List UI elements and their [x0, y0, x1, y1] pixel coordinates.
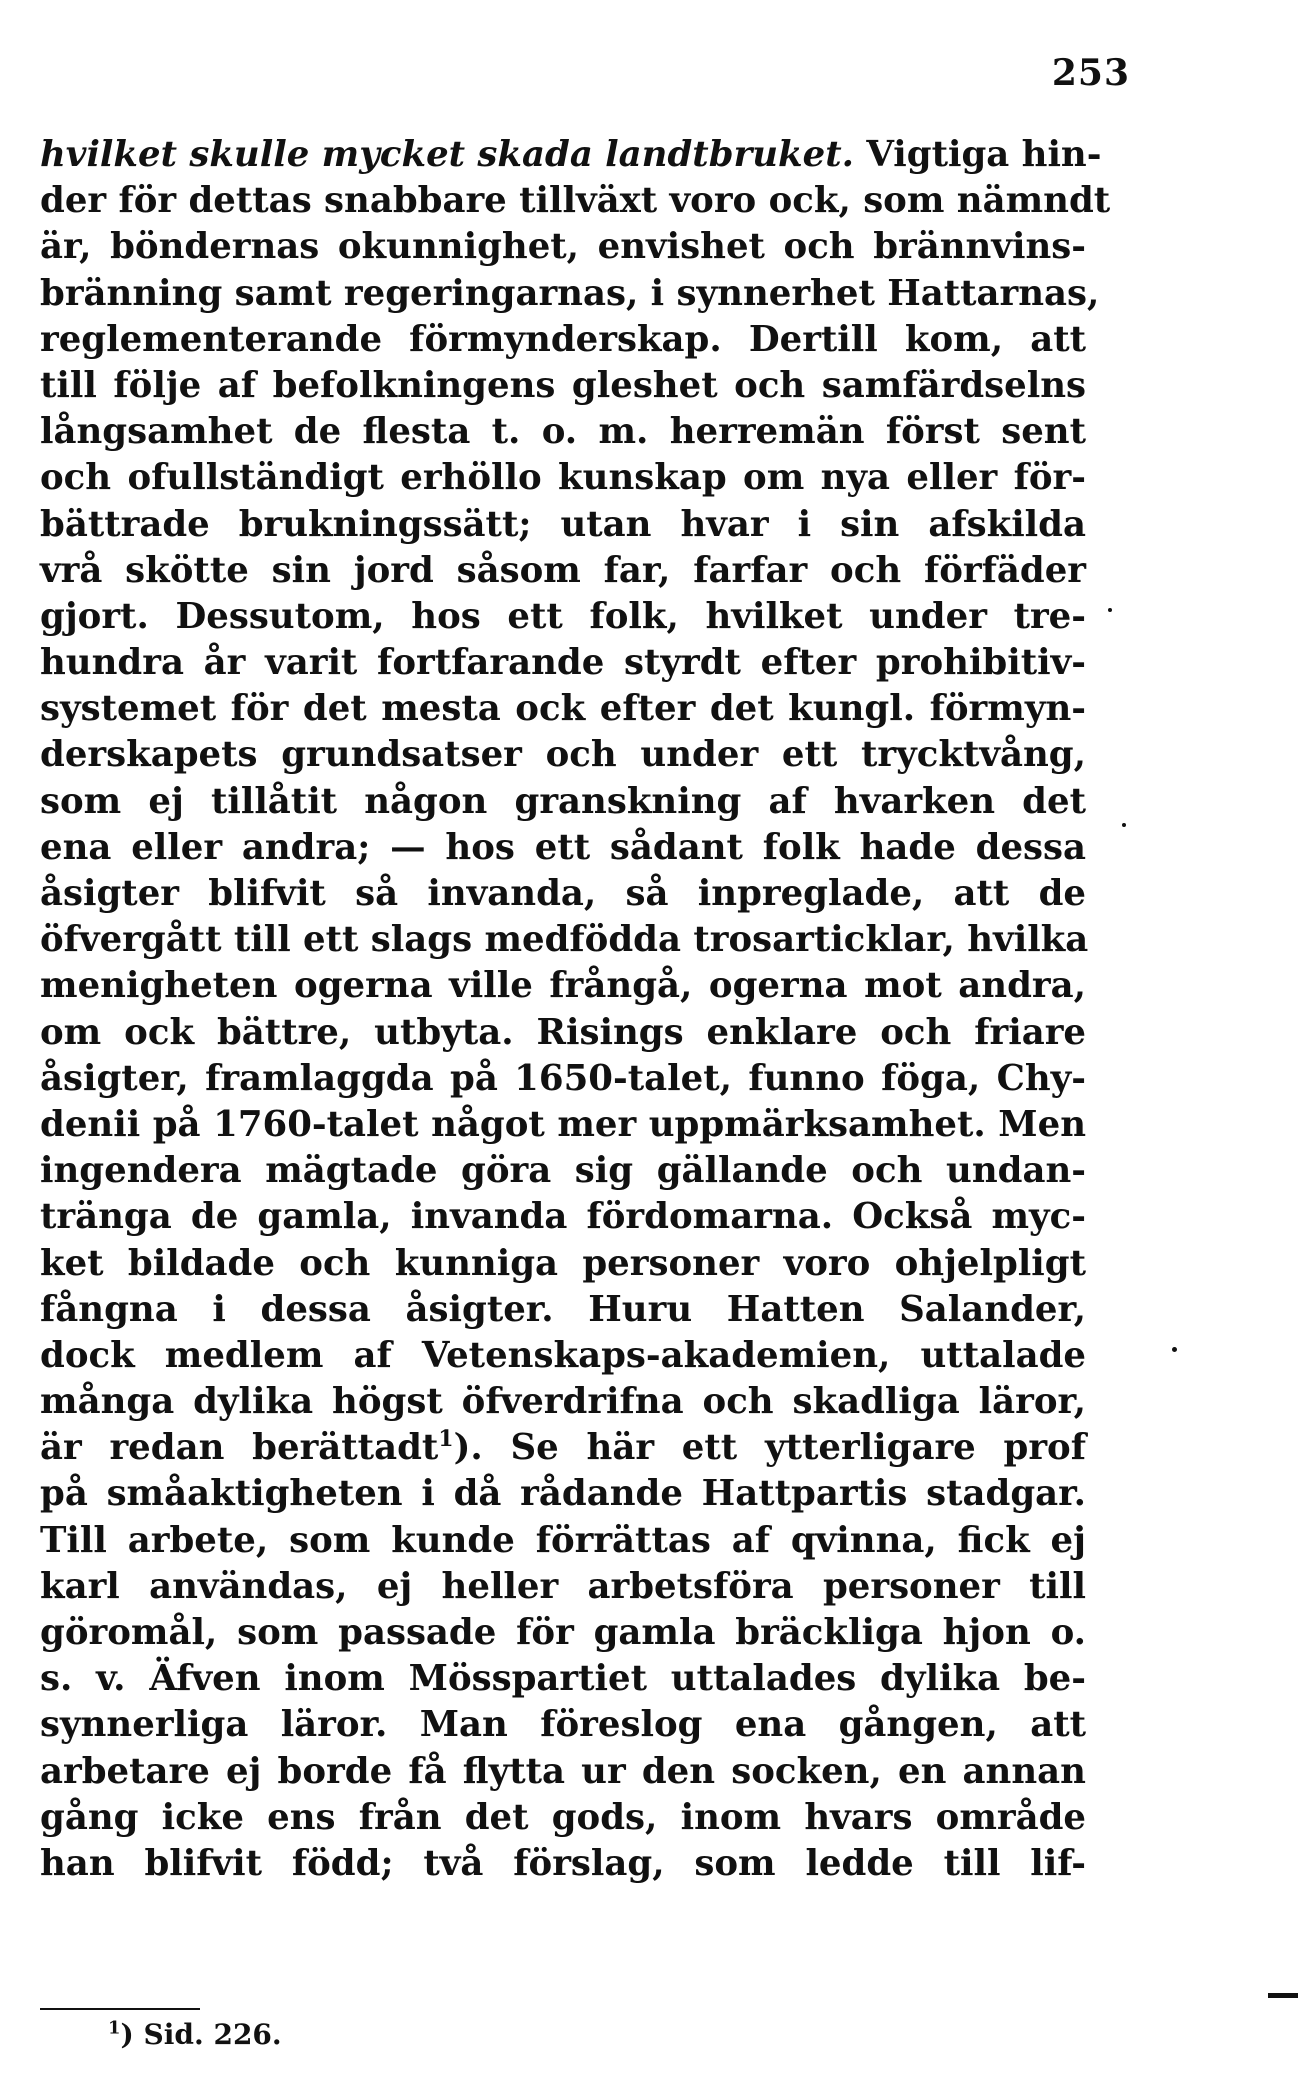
text-line: till följe af befolkningens gleshet och samfärdselns	[40, 364, 1086, 406]
line-segment: ). Se här ett ytterligare prof	[453, 1427, 1086, 1469]
text-line: gång icke ens från det gods, inom hvars område	[40, 1796, 1086, 1838]
text-line: bränning samt regeringarnas, i synnerhet Hattarnas,	[40, 272, 1100, 314]
text-line: om ock bättre, utbyta. Risings enklare och friare	[40, 1011, 1086, 1053]
footnote-text: ) Sid. 226.	[120, 2018, 282, 2051]
text-line: åsigter, framlaggda på 1650-talet, funno föga, Chy-	[40, 1057, 1086, 1099]
text-line: fångna i dessa åsigter. Huru Hatten Salander,	[40, 1288, 1086, 1330]
text-line: långsamhet de flesta t. o. m. herremän först sent	[40, 411, 1086, 453]
line-segment: Vigtiga hin-	[853, 134, 1102, 175]
text-line: menigheten ogerna ville frångå, ogerna mot andra,	[40, 965, 1086, 1007]
text-line: s. v. Äfven inom Mösspartiet uttalades dylika be-	[40, 1658, 1086, 1700]
text-line: många dylika högst öfverdrifna och skadliga läror,	[40, 1381, 1086, 1423]
margin-speck	[1108, 608, 1112, 612]
margin-speck	[1122, 823, 1126, 827]
text-line: ingendera mägtade göra sig gällande och undan-	[40, 1150, 1086, 1192]
text-line: bättrade brukningssätt; utan hvar i sin afskilda	[40, 503, 1086, 545]
margin-speck	[1172, 1347, 1177, 1352]
page-number: 253	[1051, 52, 1130, 94]
body-text	[40, 132, 1111, 1887]
footnote	[108, 2018, 282, 2052]
text-line: som ej tillåtit någon granskning af hvarken det	[40, 780, 1086, 822]
text-line: ena eller andra; — hos ett sådant folk hade dessa	[40, 826, 1086, 868]
text-line: dock medlem af Vetenskaps-akademien, uttalade	[40, 1334, 1086, 1376]
text-line: derskapets grundsatser och under ett trycktvång,	[40, 734, 1086, 776]
text-line: vrå skötte sin jord såsom far, farfar och förfäder	[40, 549, 1086, 591]
italic-phrase: hvilket skulle mycket skada landtbruket.	[40, 134, 854, 175]
text-line: denii på 1760-talet något mer uppmärksamhet. Men	[40, 1103, 1086, 1145]
text-line: systemet för det mesta ock efter det kungl. förmyn-	[40, 688, 1086, 730]
text-line: arbetare ej borde få flytta ur den socken, en annan	[40, 1750, 1086, 1792]
footnote-marker: 1	[108, 2017, 121, 2039]
margin-speck	[1268, 1993, 1298, 1998]
text-line: och ofullständigt erhöllo kunskap om nya eller för-	[40, 457, 1086, 499]
text-line: på småaktigheten i då rådande Hattpartis stadgar.	[40, 1473, 1086, 1515]
line-segment: är redan berättadt	[40, 1427, 439, 1469]
text-line: han blifvit född; två förslag, som ledde till lif-	[40, 1842, 1086, 1884]
footnote-divider	[40, 2008, 200, 2010]
text-line: tränga de gamla, invanda fördomarna. Också myc-	[40, 1196, 1086, 1238]
text-line: göromål, som passade för gamla bräckliga hjon o.	[40, 1612, 1086, 1653]
text-line: hundra år varit fortfarande styrdt efter prohibitiv-	[40, 642, 1086, 684]
text-line: åsigter blifvit så invanda, så inpreglade, att de	[40, 873, 1086, 914]
text-line	[40, 1425, 1086, 1471]
text-line: der för dettas snabbare tillväxt voro ock, som nämndt	[40, 180, 1111, 222]
text-line: karl användas, ej heller arbetsföra personer till	[40, 1565, 1086, 1607]
text-line: reglementerande förmynderskap. Dertill kom, att	[40, 318, 1086, 360]
text-line: synnerliga läror. Man föreslog ena gången, att	[40, 1704, 1086, 1746]
text-line: ket bildade och kunniga personer voro ohjelpligt	[40, 1242, 1086, 1284]
text-line: är, böndernas okunnighet, envishet och brännvins-	[40, 226, 1086, 268]
text-line: gjort. Dessutom, hos ett folk, hvilket under tre-	[40, 595, 1086, 637]
text-line: Till arbete, som kunde förrättas af qvinna, fick ej	[40, 1519, 1086, 1561]
text-line: öfvergått till ett slags medfödda trosarticklar, hvilka	[40, 919, 1089, 961]
text-line	[40, 132, 1102, 178]
footnote-reference[interactable]: 1	[438, 1426, 454, 1453]
